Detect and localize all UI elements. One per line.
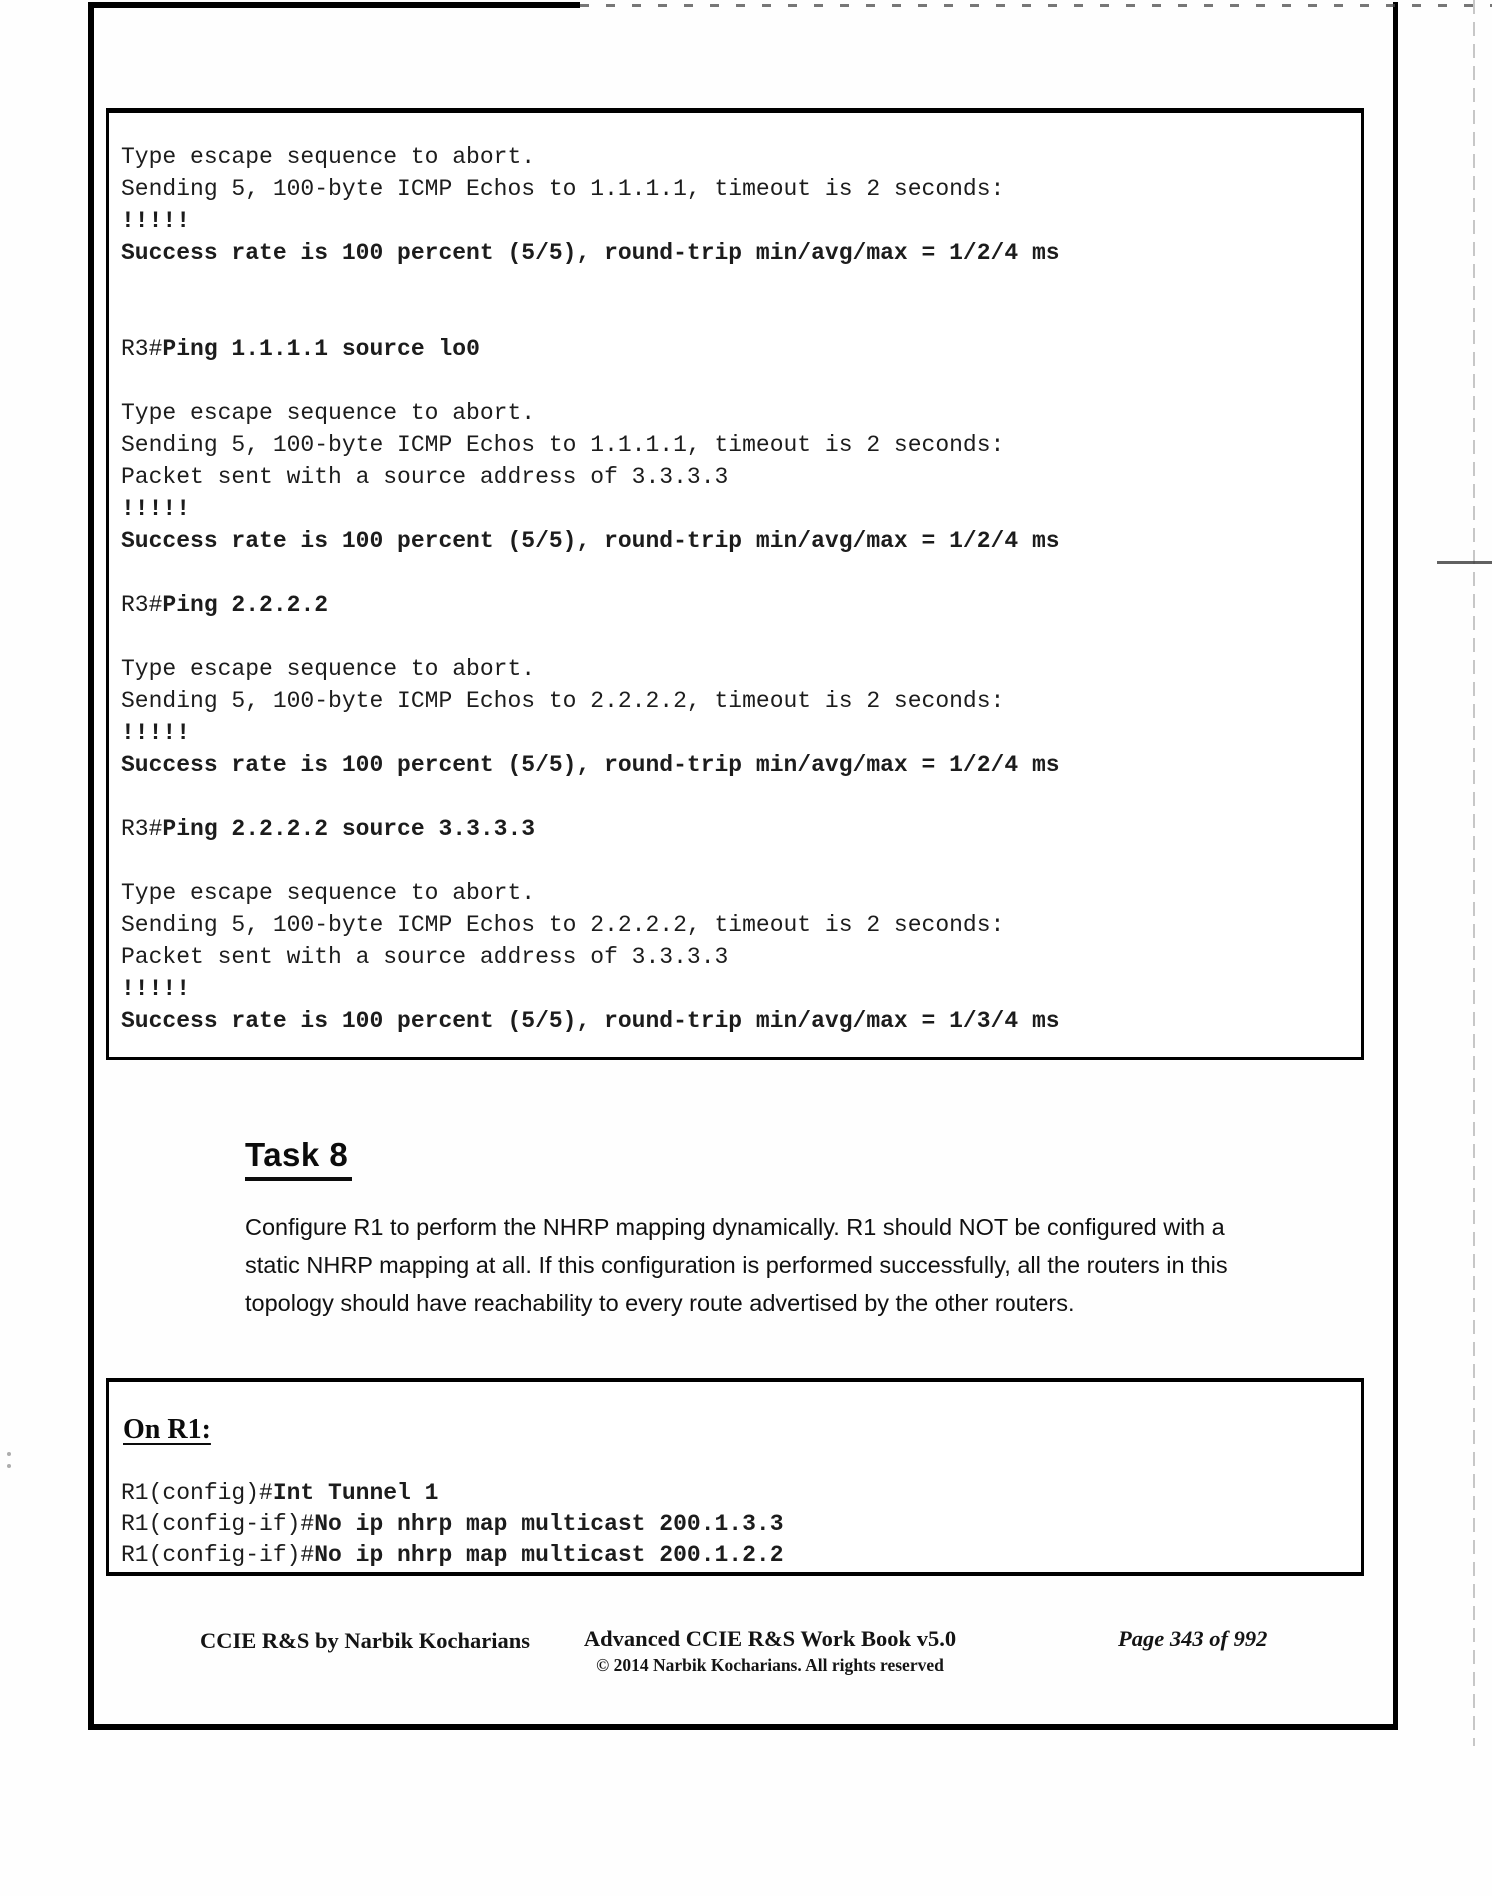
terminal-line: Type escape sequence to abort.: [121, 656, 536, 682]
terminal-line: R3#Ping 2.2.2.2 source 3.3.3.3: [121, 816, 536, 842]
terminal-line: [121, 621, 1357, 653]
terminal-output: [121, 141, 1357, 1037]
terminal-line: Sending 5, 100-byte ICMP Echos to 2.2.2.2, timeout is 2 seconds:: [121, 912, 1005, 938]
terminal-line: !!!!!: [121, 208, 191, 234]
terminal-line: R3#Ping 2.2.2.2: [121, 592, 329, 618]
config-box: [106, 1378, 1364, 1576]
scan-artifact-line: [1473, 0, 1475, 1746]
config-commands: [121, 1478, 784, 1571]
terminal-line: Packet sent with a source address of 3.3.3.3: [121, 944, 729, 970]
footer-book-title: Advanced CCIE R&S Work Book v5.0: [583, 1626, 957, 1651]
terminal-line: [121, 365, 1357, 397]
terminal-line: Packet sent with a source address of 3.3.3.3: [121, 464, 729, 490]
scan-artifact-dash: [1437, 561, 1492, 564]
config-line: R1(config-if)#No ip nhrp map multicast 200.1.2.2: [121, 1542, 784, 1568]
terminal-line: Success rate is 100 percent (5/5), round-trip min/avg/max = 1/2/4 ms: [121, 752, 1060, 778]
page-border-top: [88, 2, 580, 8]
terminal-line: [121, 301, 1357, 333]
footer-page-number: Page 343 of 992: [1118, 1626, 1268, 1651]
task-description: Configure R1 to perform the NHRP mapping dynamically. R1 should NOT be configured with a static NHRP mapping at all. If this configuration is performed successfully, all the routers in this topology should have reachability to every route advertised by the other routers.: [245, 1214, 1228, 1316]
config-box-heading: On R1:: [123, 1414, 211, 1445]
terminal-line: Success rate is 100 percent (5/5), round-trip min/avg/max = 1/2/4 ms: [121, 528, 1060, 554]
terminal-line: [121, 557, 1357, 589]
scan-speck: [7, 1464, 11, 1468]
terminal-line: Type escape sequence to abort.: [121, 144, 536, 170]
terminal-output-box: [106, 108, 1364, 1060]
terminal-line: Type escape sequence to abort.: [121, 400, 536, 426]
terminal-line: Sending 5, 100-byte ICMP Echos to 1.1.1.1, timeout is 2 seconds:: [121, 176, 1005, 202]
terminal-line: !!!!!: [121, 720, 191, 746]
terminal-line: [121, 845, 1357, 877]
terminal-line: Sending 5, 100-byte ICMP Echos to 2.2.2.2, timeout is 2 seconds:: [121, 688, 1005, 714]
footer-copyright: © 2014 Narbik Kocharians. All rights reserved: [596, 1655, 944, 1675]
terminal-line: !!!!!: [121, 976, 191, 1002]
terminal-line: [121, 781, 1357, 813]
config-line: R1(config-if)#No ip nhrp map multicast 200.1.3.3: [121, 1511, 784, 1537]
config-line: R1(config)#Int Tunnel 1: [121, 1480, 439, 1506]
terminal-line: [121, 269, 1357, 301]
terminal-line: R3#Ping 1.1.1.1 source lo0: [121, 336, 480, 362]
terminal-line: Sending 5, 100-byte ICMP Echos to 1.1.1.1, timeout is 2 seconds:: [121, 432, 1005, 458]
terminal-line: Success rate is 100 percent (5/5), round-trip min/avg/max = 1/3/4 ms: [121, 1008, 1060, 1034]
task-heading: Task 8: [245, 1136, 352, 1181]
terminal-line: Success rate is 100 percent (5/5), round-trip min/avg/max = 1/2/4 ms: [121, 240, 1060, 266]
terminal-line: !!!!!: [121, 496, 191, 522]
scan-speck: [7, 1452, 11, 1456]
page-border-top-faded: [580, 4, 1492, 7]
terminal-line: Type escape sequence to abort.: [121, 880, 536, 906]
footer-author: CCIE R&S by Narbik Kocharians: [200, 1628, 531, 1653]
